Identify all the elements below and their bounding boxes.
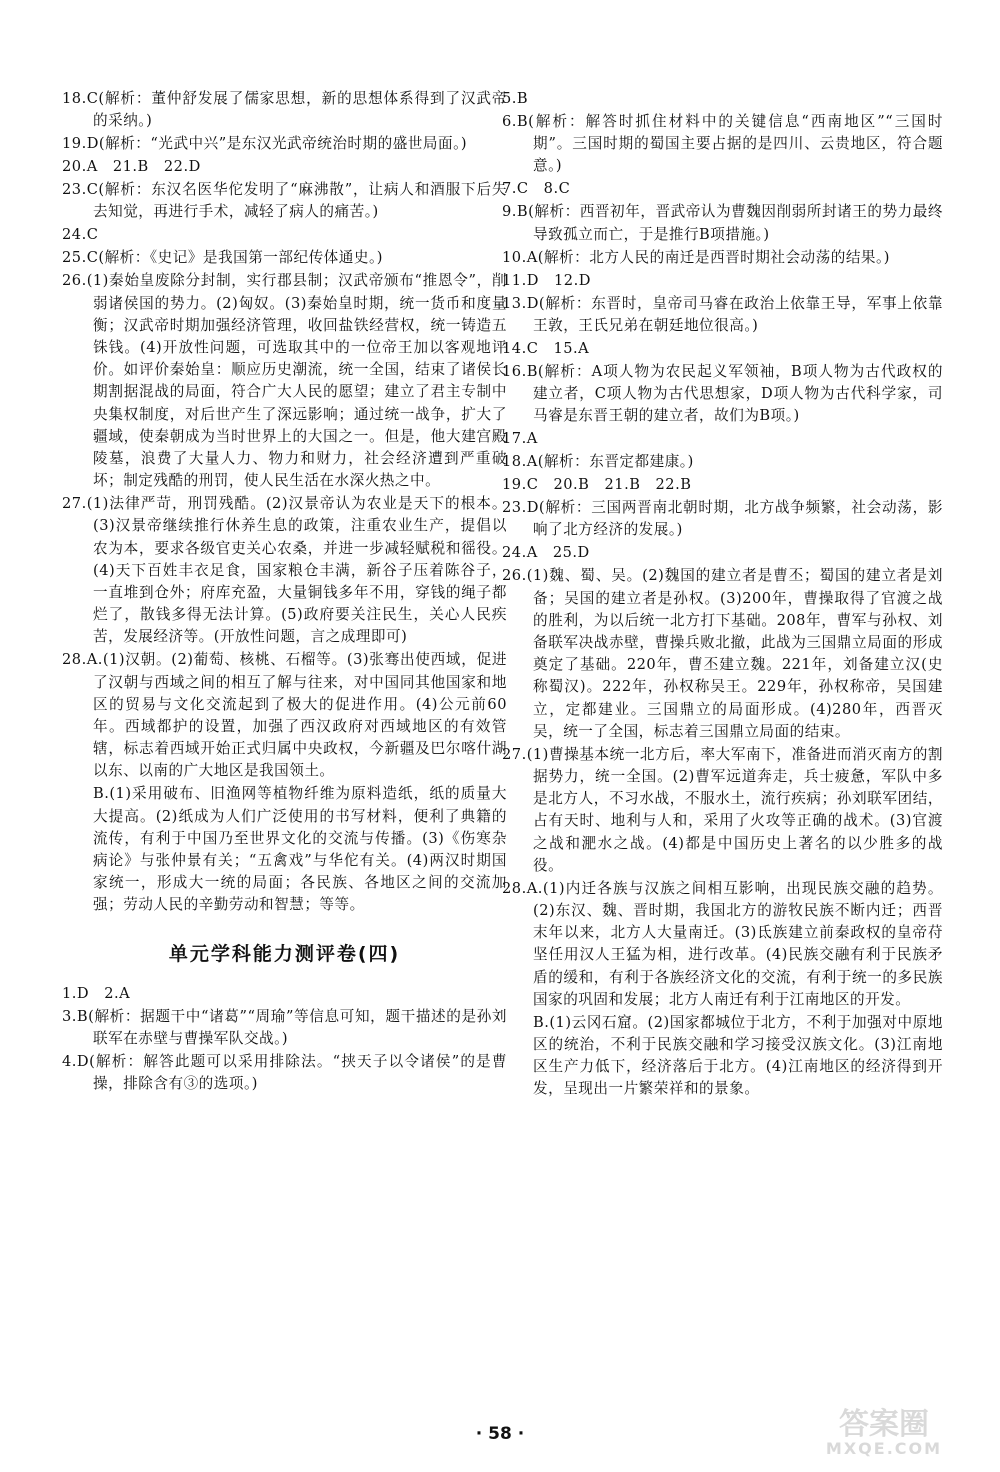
answer-item: 4.D(解析：解答此题可以采用排除法。“挟天子以令诸侯”的是曹操，排除含有③的选项。)	[62, 1053, 507, 1093]
answer-item: 28.A.(1)汉朝。(2)葡萄、核桃、石榴等。(3)张骞出使西域，促进了汉朝与西域之间的相互了解与往来，对中国同其他国家和地区的贸易与文化交流起到了极大的促进作用。(4)公元前60年。西域都护的设置，加强了西汉政府对西域地区的有效管辖，标志着西域开始正式归属中央政权，今新疆及巴尔喀什湖以东、以南的广大地区是我国领土。	[62, 651, 507, 780]
left-column	[62, 88, 507, 1096]
section-title: 单元学科能力测评卷(四)	[168, 942, 401, 965]
watermark-main-text: 答案圈	[839, 1407, 929, 1442]
answer-item: 27.(1)曹操基本统一北方后，率大军南下，准备进而消灭南方的割据势力，统一全国。(2)曹军远道奔走，兵士疲惫，军队中多是北方人，不习水战，不服水土，流行疾病；孙刘联军团结，占有天时、地利与人和，采用了火攻等正确的战术。(3)官渡之战和淝水之战。(4)都是中国历史上著名的以少胜多的战役。	[502, 745, 943, 874]
watermark-logo	[792, 1400, 972, 1458]
answer-item: 6.B(解析：解答时抓住材料中的关键信息“西南地区”“三国时期”。三国时期的蜀国主要占据的是四川、云贵地区，符合题意。)	[502, 113, 943, 175]
answer-item: 28.A.(1)内迁各族与汉族之间相互影响，出现民族交融的趋势。(2)东汉、魏、晋时期，我国北方的游牧民族不断内迁；西晋末年以来，北方人大量南迁。(3)氐族建立前秦政权的皇帝苻坚任用汉人王猛为相，进行改革。(4)民族交融有利于民族矛盾的缓和，有利于各族经济文化的交流，有利于统一的多民族国家的巩固和发展；北方人南迁有利于江南地区的开发。	[502, 879, 943, 1008]
answer-item: 16.B(解析：A项人物为农民起义军领袖，B项人物为古代政权的建立者，C项人物为古代思想家，D项人物为古代科学家，司马睿是东晋王朝的建立者，故们为B项。)	[502, 362, 943, 425]
answer-item: 19.C 20.B 21.B 22.B	[502, 476, 692, 494]
answer-item: 9.B(解析：西晋初年，晋武帝认为曹魏因削弱所封诸王的势力最终导致孤立而亡，于是推行B项措施。)	[502, 203, 943, 243]
answer-item: 25.C(解析：《史记》是我国第一部纪传体通史。)	[62, 249, 383, 267]
answer-item: 1.D 2.A	[62, 984, 131, 1002]
answer-item: 27.(1)法律严苛，刑罚残酷。(2)汉景帝认为农业是天下的根本。(3)汉景帝继续推行休养生息的政策，注重农业生产，提倡以农为本，要求各级官吏关心农桑，并进一步减轻赋税和徭役。(4)天下百姓丰衣足食，国家粮仓丰满，新谷子压着陈谷子，一直堆到仓外；府库充盈，大量铜钱多年不用，穿钱的绳子都烂了，散钱多得无法计算。(5)政府要关注民生，关心人民疾苦，发展经济等。(开放性问题，言之成理即可)	[62, 495, 507, 646]
answer-item: 5.B	[502, 90, 529, 107]
answer-item: 17.A	[502, 430, 538, 448]
answer-item: 13.D(解析：东晋时，皇帝司马睿在政治上依靠王导，军事上依靠王敦，王氏兄弟在朝廷地位很高。)	[502, 294, 943, 334]
answer-item: 7.C 8.C	[502, 180, 571, 198]
page-number: · 58 ·	[475, 1424, 525, 1444]
answer-item: 24.C	[62, 226, 99, 244]
answer-item: B.(1)采用破布、旧渔网等植物纤维为原料造纸，纸的质量大大提高。(2)纸成为人们广泛使用的书写材料，便利了典籍的流传，有利于中国乃至世界文化的交流与传播。(3)《伤寒杂病论》与张仲景有关；“五禽戏”与华佗有关。(4)两汉时期国家统一，形成大一统的局面；各民族、各地区之间的交流加强；劳动人民的辛勤劳动和智慧；等等。	[93, 785, 507, 914]
answer-item: 26.(1)秦始皇废除分封制，实行郡县制；汉武帝颁布“推恩令”，削弱诸侯国的势力。(2)匈奴。(3)秦始皇时期，统一货币和度量衡；汉武帝时期加强经济管理，收回盐铁经营权，统一铸造五铢钱。(4)开放性问题，可选取其中的一位帝王加以客观地评价。如评价秦始皇：顺应历史潮流，统一全国，结束了诸侯长期割据混战的局面，符合广大人民的愿望；建立了君主专制中央集权制度，对后世产生了深远影响；通过统一战争，扩大了疆域，使秦朝成为当时世界上的大国之一。但是，他大建宫殿陵墓，浪费了大量人力、物力和财力，社会经济遭到严重破坏；制定残酷的刑罚，使人民生活在水深火热之中。	[62, 272, 507, 490]
answer-item: 19.D(解析：“光武中兴”是东汉光武帝统治时期的盛世局面。)	[62, 135, 468, 153]
answer-item: B.(1)云冈石窟。(2)国家都城位于北方，不利于加强对中原地区的统治，不利于民族交融和学习接受汉族文化。(3)江南地区生产力低下，经济落后于北方。(4)江南地区的经济得到开发，呈现出一片繁荣祥和的景象。	[533, 1013, 943, 1098]
answer-item: 26.(1)魏、蜀、吴。(2)魏国的建立者是曹丕；蜀国的建立者是刘备；吴国的建立者是孙权。(3)200年，曹操取得了官渡之战的胜利，为以后统一北方打下基础。208年，曹军与孙权、刘备联军决战赤壁，曹操兵败北撤，此战为三国鼎立局面的形成奠定了基础。220年，曹丕建立魏。221年，刘备建立汉(史称蜀汉)。222年，孙权称吴王。229年，孙权称帝，吴国建立，定都建业。三国鼎立的局面形成。(4)280年，西晋灭吴，统一了全国，标志着三国鼎立局面的结束。	[502, 567, 943, 740]
answer-item: 23.D(解析：三国两晋南北朝时期，北方战争频繁，社会动荡，影响了北方经济的发展。)	[502, 499, 943, 539]
answer-item: 11.D 12.D	[502, 271, 591, 289]
answer-item: 18.A(解析：东晋定都建康。)	[502, 453, 694, 471]
right-column	[502, 88, 943, 1101]
answer-item: 18.C(解析：董仲舒发展了儒家思想，新的思想体系得到了汉武帝的采纳。)	[62, 90, 507, 130]
answer-item: 20.A 21.B 22.D	[62, 158, 201, 176]
answer-item: 10.A(解析：北方人民的南迁是西晋时期社会动荡的结果。)	[502, 248, 890, 266]
answer-item: 14.C 15.A	[502, 339, 590, 357]
answer-item: 3.B(解析：据题干中“诸葛”“周瑜”等信息可知，题干描述的是孙刘联军在赤壁与曹操军队交战。)	[62, 1007, 507, 1048]
answer-item: 23.C(解析：东汉名医华佗发明了“麻沸散”，让病人和酒服下后失去知觉，再进行手术，减轻了病人的痛苦。)	[62, 181, 507, 221]
watermark-sub-text: MXQE.COM	[825, 1439, 943, 1458]
answer-item: 24.A 25.D	[502, 544, 590, 562]
